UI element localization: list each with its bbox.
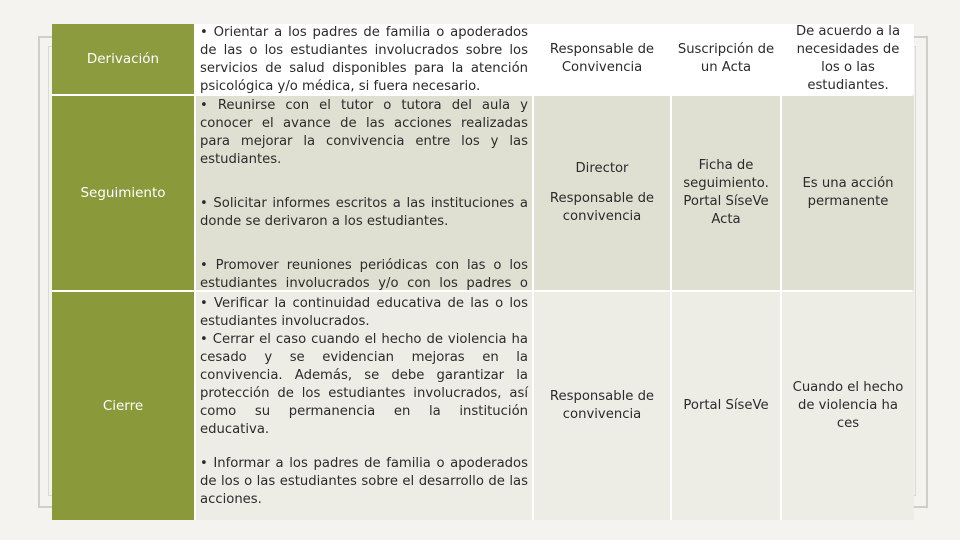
activity-item: • Informar a los padres de familia o apoderados de los o las estudiantes sobre el desarrollo de las acciones. [200, 456, 528, 507]
responsible-cell-derivacion [534, 24, 670, 94]
activities-cell-cierre [196, 292, 532, 520]
means-cell-seguimiento [672, 96, 780, 290]
timing-text: De acuerdo a la necesidades de los o las estudiantes. [795, 24, 901, 93]
responsible-text: Director [575, 161, 629, 176]
activity-item: • Reunirse con el tutor o tutora del aula y conocer el avance de las acciones realizadas para mejorar la convivencia entre los y las estudiantes. [200, 98, 528, 167]
stage-label: Derivación [86, 51, 160, 67]
protocol-table [52, 24, 912, 520]
means-cell-derivacion [672, 24, 780, 94]
activity-item: • Cerrar el caso cuando el hecho de violencia ha cesado y se evidencian mejoras en la convivencia. Además, se debe garantizar la protección de los estudiantes involucrados, así como su permanencia en la institución educativa. [200, 332, 528, 437]
stage-label: Cierre [102, 398, 144, 414]
means-text: Suscripción de un Acta [677, 42, 775, 75]
stage-label: Seguimiento [80, 185, 166, 201]
stage-cell-cierre [52, 292, 194, 520]
timing-cell-derivacion [782, 24, 914, 94]
responsible-text: Responsable de convivencia [549, 191, 655, 224]
activities-cell-seguimiento [196, 96, 532, 290]
responsible-text: Responsable de convivencia [549, 389, 655, 422]
timing-text: Es una acción permanente [802, 176, 894, 209]
activity-item: • Promover reuniones periódicas con las o los estudiantes involucrados y/o con los padres o [200, 258, 528, 290]
activity-item: • Verificar la continuidad educativa de las o los estudiantes involucrados. [200, 296, 528, 329]
activity-item: • Solicitar informes escritos a las instituciones a donde se derivaron a los estudiantes. [200, 196, 528, 229]
stage-cell-seguimiento [52, 96, 194, 290]
stage-cell-derivacion [52, 24, 194, 94]
means-text: Ficha de seguimiento. Portal SíseVe Acta [683, 158, 769, 227]
timing-cell-seguimiento [782, 96, 914, 290]
timing-text: Cuando el hecho de violencia ha ces [792, 380, 904, 431]
responsible-cell-cierre [534, 292, 670, 520]
responsible-cell-seguimiento [534, 96, 670, 290]
responsible-text: Responsable de Convivencia [549, 42, 655, 75]
timing-cell-cierre [782, 292, 914, 520]
means-text: Portal SíseVe [683, 398, 769, 413]
means-cell-cierre [672, 292, 780, 520]
activity-item: • Orientar a los padres de familia o apoderados de las o los estudiantes involucrados sobre los servicios de salud disponibles para la atención psicológica y/o médica, si fuera necesario. [200, 25, 528, 94]
activities-cell-derivacion [196, 24, 532, 94]
